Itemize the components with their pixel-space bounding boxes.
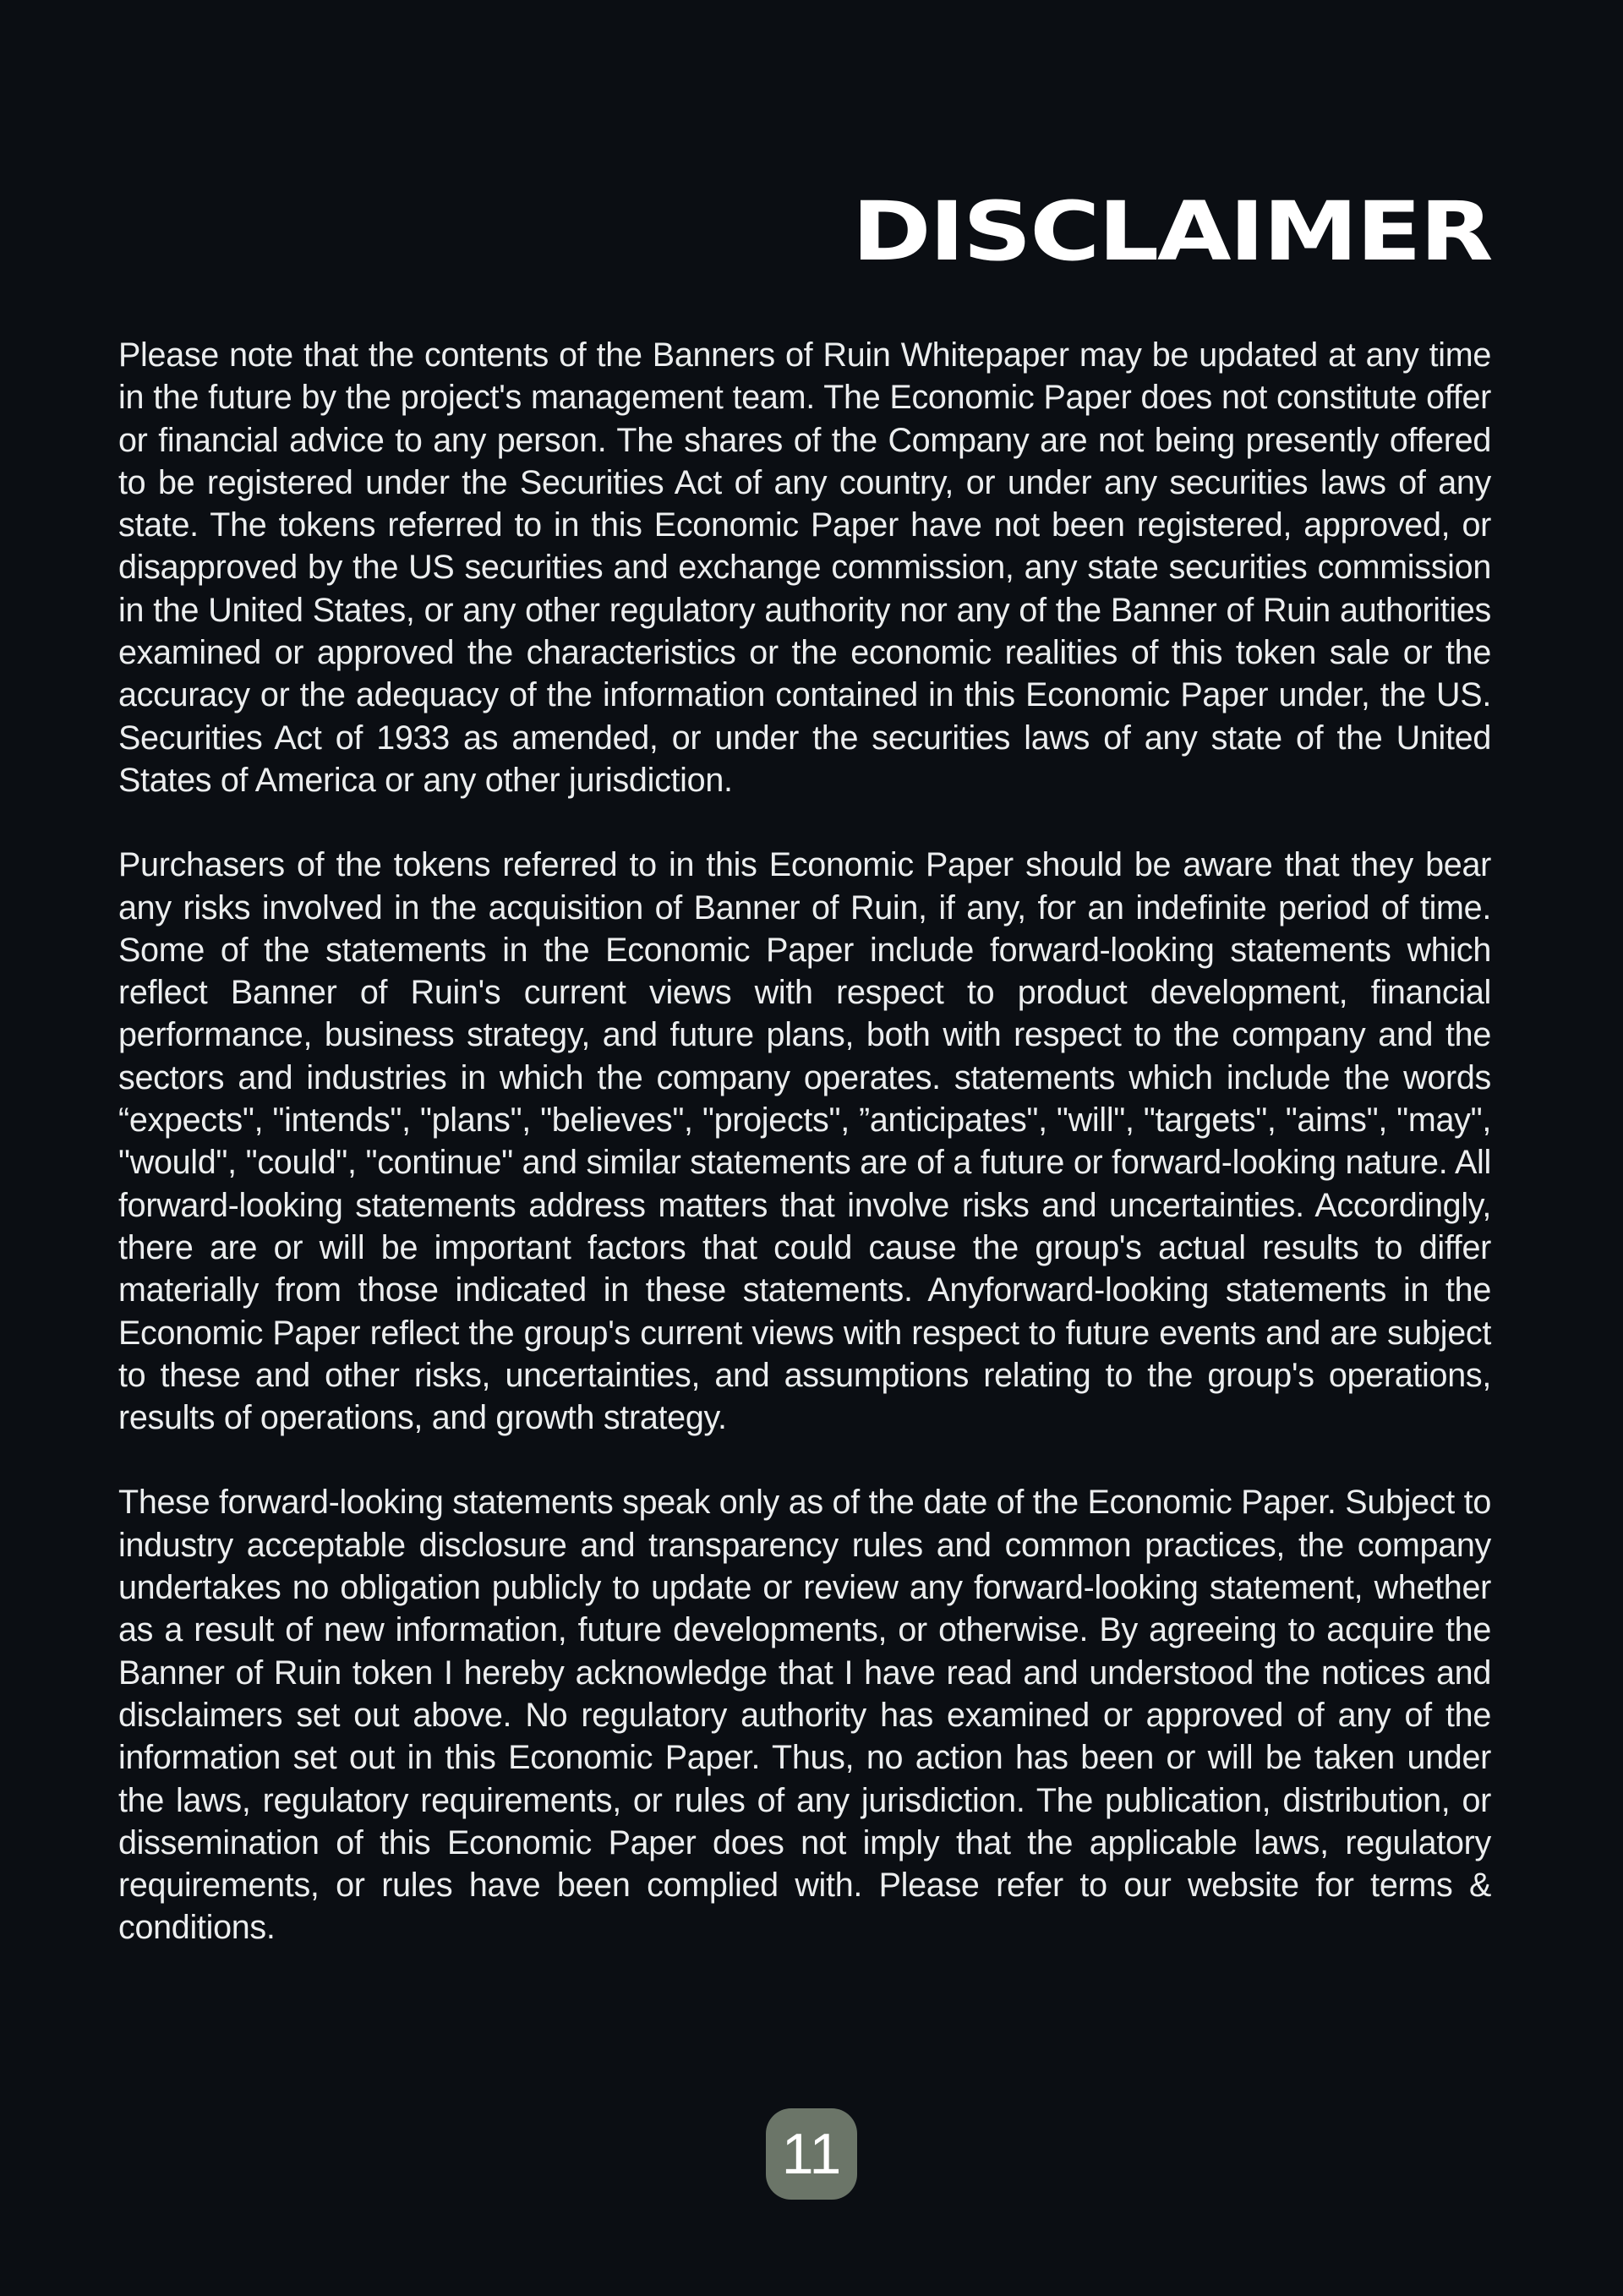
disclaimer-paragraph-1: Please note that the contents of the Banners of Ruin Whitepaper may be updated at any time in the future by the project's management team. The Economic Paper does not constitute offer or financial advice to any person. The shares of the Company are not being presently offered to be registered under the Securities Act of any country, or under any securities laws of any state. The tokens referred to in this Economic Paper have not been registered, approved, or disapproved by the US securities and exchange commission, any state securities commission in the United States, or any other regulatory authority nor any of the Banner of Ruin authorities examined or approved the characteristics or the economic realities of this token sale or the accuracy or the adequacy of the information contained in this Economic Paper under, the US. Securities Act of 1933 as amended, or under the securities laws of any state of the United States of America or any other jurisdiction. (118, 336, 1491, 799)
page-number-badge: 11 (766, 2108, 857, 2200)
page-title: DISCLAIMER (851, 184, 1491, 279)
disclaimer-body (118, 334, 1491, 1992)
disclaimer-paragraph-2: Purchasers of the tokens referred to in this Economic Paper should be aware that they bear any risks involved in the acquisition of Banner of Ruin, if any, for an indefinite period of time. Some of the statements in the Economic Paper include forward-looking statements which reflect Banner of Ruin's current views with respect to product development, financial performance, business strategy, and future plans, both with respect to the company and the sectors and industries in which the company operates. statements which include the words “expects", "intends", "plans", "believes", "projects", ”anticipates", "will", "targets", "aims", "may", "would", "could", "continue" and similar statements are of a future or forward-looking nature. All forward-looking statements address matters that involve risks and uncertainties. Accordingly, there are or will be important factors that could cause the group's actual results to differ materially from those indicated in these statements. Anyforward-looking statements in the Economic Paper reflect the group's current views with respect to future events and are subject to these and other risks, uncertainties, and assumptions relating to the group's operations, results of operations, and growth strategy. (118, 846, 1491, 1437)
disclaimer-paragraph-3: These forward-looking statements speak only as of the date of the Economic Paper. Subject to industry acceptable disclosure and transparency rules and common practices, the company undertakes no obligation publicly to update or review any forward-looking statement, whether as a result of new information, future developments, or otherwise. By agreeing to acquire the Banner of Ruin token I hereby acknowledge that I have read and understood the notices and disclaimers set out above. No regulatory authority has examined or approved of any of the information set out in this Economic Paper. Thus, no action has been or will be taken under the laws, regulatory requirements, or rules of any jurisdiction. The publication, distribution, or dissemination of this Economic Paper does not imply that the applicable laws, regulatory requirements, or rules have been complied with. Please refer to our website for terms & conditions. (118, 1484, 1491, 1947)
